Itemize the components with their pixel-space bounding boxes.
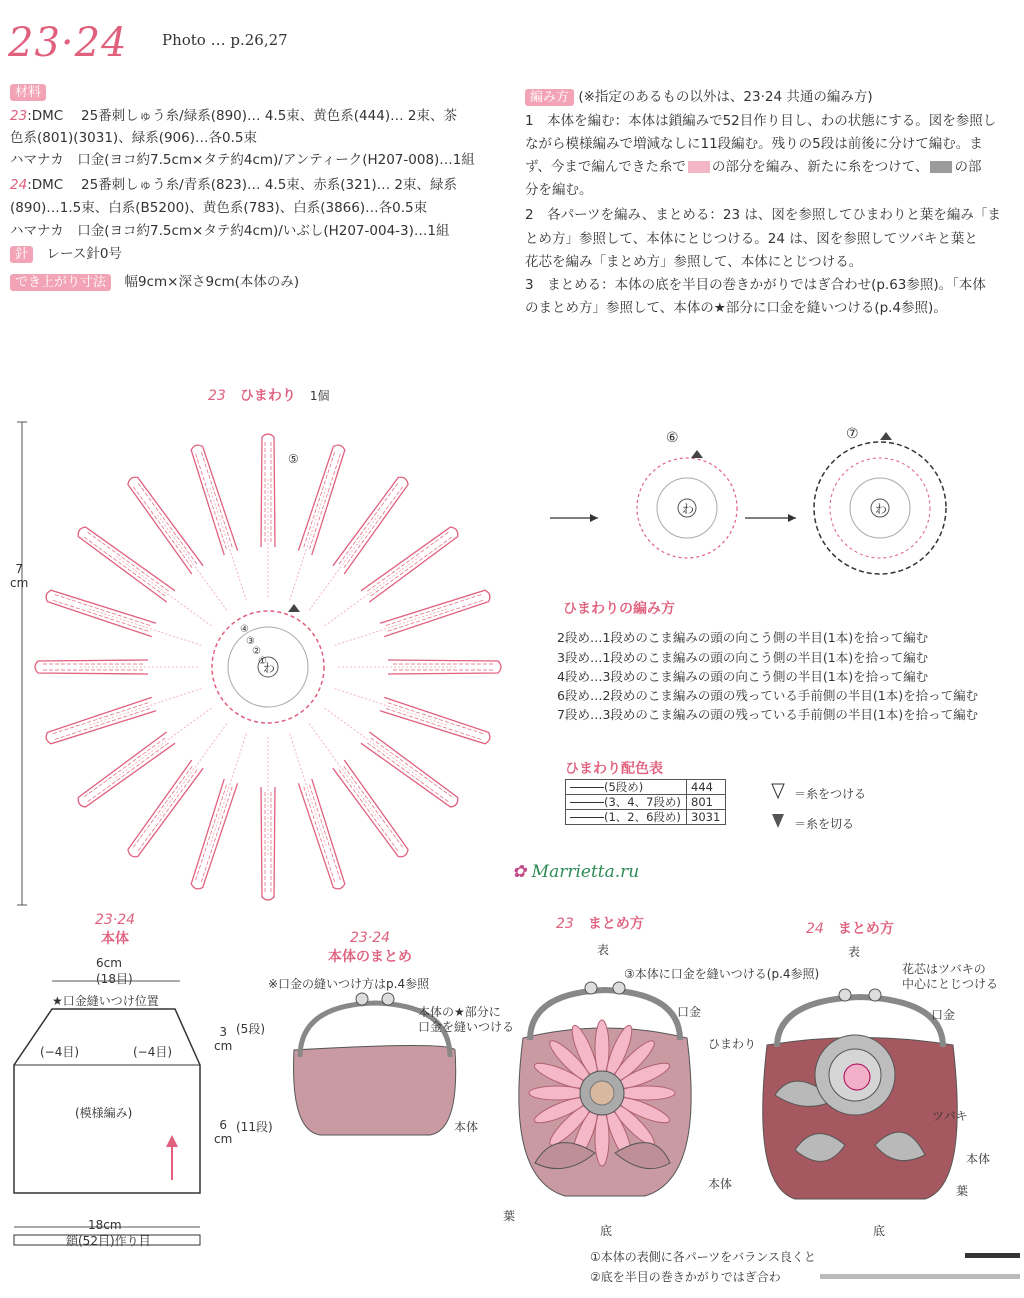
petal	[44, 682, 203, 746]
legend-attach: ＝糸をつける	[794, 787, 867, 801]
page-title: 23·24	[8, 20, 128, 66]
small-ring-label-7: わ	[875, 502, 888, 516]
round-label: ①	[258, 656, 267, 667]
petal	[75, 524, 215, 631]
dec-left: (−4目)	[40, 1045, 80, 1059]
materials-line: 色系(801)(3031)、緑系(906)…各0.5束	[10, 130, 257, 146]
table-row: (1、2、6段め) 3031	[566, 810, 726, 825]
assembly-callout-2: 口金を縫いつける	[418, 1020, 515, 1034]
method-line: ず、今まで編んできた糸で の部分を編み、新たに糸をつけて、 の部	[525, 159, 982, 175]
finish23-side: 表	[597, 943, 610, 957]
lower-rows: (11段)	[236, 1120, 273, 1134]
dec-right: (−4目)	[133, 1045, 173, 1059]
petal	[303, 720, 410, 860]
method-line: とめ方」参照して、本体にとじつける。24 は、図を参照してツバキと葉と	[525, 231, 978, 247]
method-line: 2 各パーツを編み、まとめる：23 は、図を参照してひまわりと葉を編み「ま	[525, 207, 1001, 223]
petal	[321, 702, 461, 809]
assembly-body-label: 本体	[454, 1120, 479, 1134]
bottom-width: 18cm	[88, 1218, 122, 1232]
petal	[321, 524, 461, 631]
materials-line: ハマナカ 口金(ヨコ約7.5cm×タテ約4cm)/いぶし(H207-004-3)…1組	[10, 223, 450, 239]
star-position: ★口金縫いつけ位置	[52, 994, 159, 1008]
chain-label: 鎖(52目)作り目	[66, 1234, 151, 1248]
petal	[332, 588, 491, 652]
round-label-5: ⑤	[288, 452, 299, 466]
upper-height: 3 cm	[214, 1025, 233, 1053]
top-width: 6cm	[96, 956, 122, 970]
legend-cut: ＝糸を切る	[794, 817, 855, 831]
method-line: 分を編む。	[525, 182, 593, 198]
finish23-title: 23 まとめ方	[556, 916, 644, 932]
small-ring-label-6: わ	[682, 502, 695, 516]
petal	[261, 434, 275, 597]
howto-line: 4段め…3段めのこま編みの頭の向こう側の半目(1本)を拾って編む	[557, 669, 929, 684]
petal	[261, 737, 275, 900]
sunflower-title: 23 ひまわり 1個	[208, 388, 330, 404]
method-line: 花芯を編み「まとめ方」参照して、本体にとじつける。	[525, 254, 863, 270]
size-line: でき上がり寸法 幅9cm×深さ9cm(本体のみ)	[10, 273, 299, 292]
finish23-bottom: 底	[600, 1224, 613, 1238]
footer-line-2: ②底を半目の巻きかがりではぎ合わ	[590, 1270, 781, 1284]
pattern-label: (模様編み)	[75, 1106, 133, 1120]
finish24-body: 本体	[966, 1152, 991, 1166]
footer-line-1: ①本体の表側に各パーツをバランス良くと	[590, 1250, 816, 1264]
petal	[125, 474, 232, 614]
footer-bar	[820, 1274, 1020, 1279]
fairy-icon: ✿	[512, 862, 527, 882]
method-line: 1 本体を編む：本体は鎖編みで52目作り目し、わの状態にする。図を参照し	[525, 113, 997, 129]
finish24-title: 24 まとめ方	[806, 921, 894, 937]
round-label-7: ⑦	[846, 426, 859, 442]
upper-rows: (5段)	[236, 1022, 265, 1036]
finish24-side: 表	[848, 945, 861, 959]
assembly-title: 23·24 本体のまとめ	[328, 930, 412, 965]
lower-height: 6 cm	[214, 1118, 233, 1146]
howto-title: ひまわりの編み方	[563, 601, 675, 617]
materials-line: 23:DMC 25番刺しゅう糸/緑系(890)… 4.5束、黄色系(444)… 2束、茶	[10, 108, 457, 124]
petal	[303, 474, 410, 614]
finish24-center-2: 中心にとじつける	[902, 977, 999, 991]
round-label-6: ⑥	[666, 430, 679, 446]
finish23-flower: ひまわり	[708, 1037, 757, 1051]
table-row: (3、4、7段め) 801	[566, 795, 726, 810]
howto-line: 2段め…1段めのこま編みの頭の向こう側の半目(1本)を拾って編む	[557, 630, 929, 645]
petal	[338, 660, 501, 674]
height-label: 7 cm	[10, 562, 29, 590]
finish24-frame: 口金	[931, 1008, 956, 1022]
finish24-camellia: ツバキ	[932, 1109, 968, 1123]
method-line: 3 まとめる：本体の底を半目の巻きかがりではぎ合わせ(p.63参照)。「本体	[525, 277, 986, 293]
petal	[75, 702, 215, 809]
petal	[283, 731, 347, 890]
table-row: (5段め) 444	[566, 780, 726, 795]
footer-bar	[965, 1253, 1020, 1258]
color-table	[565, 779, 726, 825]
materials-line: ハマナカ 口金(ヨコ約7.5cm×タテ約4cm)/アンティーク(H207-008)…1組	[10, 152, 475, 168]
assembly-callout-1: 本体の★部分に	[418, 1005, 501, 1019]
finish23-leaf: 葉	[503, 1209, 516, 1223]
finish24-leaf: 葉	[956, 1184, 969, 1198]
finish23-frame: 口金	[677, 1005, 702, 1019]
watermark: ✿ Marrietta.ru	[512, 862, 640, 882]
materials-line: 24:DMC 25番刺しゅう糸/青系(823)… 4.5束、赤系(321)… 2束、緑系	[10, 177, 457, 193]
center-ring-label: わ	[263, 661, 276, 675]
materials-heading: 材料	[10, 81, 46, 101]
petal	[189, 443, 253, 602]
petal	[332, 682, 491, 746]
method-heading: 編み方 (※指定のあるもの以外は、23·24 共通の編み方)	[525, 88, 873, 107]
petal	[283, 443, 347, 602]
petal	[125, 720, 232, 860]
finish23-step: ③本体に口金を縫いつける(p.4参照)	[624, 967, 820, 981]
method-line: のまとめ方」参照して、本体の★部分に口金を縫いつける(p.4参照)。	[525, 300, 947, 316]
howto-line: 3段め…1段めのこま編みの頭の向こう側の半目(1本)を拾って編む	[557, 650, 929, 665]
petal	[44, 588, 203, 652]
howto-line: 7段め…3段めのこま編みの頭の残っている手前側の半目(1本)を拾って編む	[557, 707, 979, 722]
top-stitches: (18目)	[96, 972, 133, 986]
assembly-note: ※口金の縫いつけ方はp.4参照	[268, 977, 430, 991]
color-table-title: ひまわり配色表	[565, 761, 663, 777]
round-label: ②	[252, 646, 261, 657]
legend-icons	[770, 782, 790, 842]
round-label: ③	[246, 636, 255, 647]
photo-reference: Photo … p.26,27	[162, 31, 288, 49]
body-diagram-title: 23·24 本体	[94, 912, 136, 947]
finish24-center-1: 花芯はツバキの	[902, 962, 986, 976]
round-label: ④	[240, 624, 249, 635]
body-shape	[0, 975, 240, 1215]
materials-line: (890)…1.5束、白系(B5200)、黄色系(783)、白系(3866)…各0.5束	[10, 200, 428, 216]
finish23-bag	[505, 978, 705, 1208]
petal	[189, 731, 253, 890]
finish23-body: 本体	[708, 1177, 733, 1191]
finish24-bottom: 底	[873, 1224, 886, 1238]
needle-line: 針 レース針0号	[10, 245, 122, 264]
petal	[35, 660, 198, 674]
method-line: ながら模様編みで増減なしに11段編む。残りの5段は前後に分けて編む。ま	[525, 136, 983, 152]
howto-line: 6段め…2段めのこま編みの頭の残っている手前側の半目(1本)を拾って編む	[557, 688, 979, 703]
